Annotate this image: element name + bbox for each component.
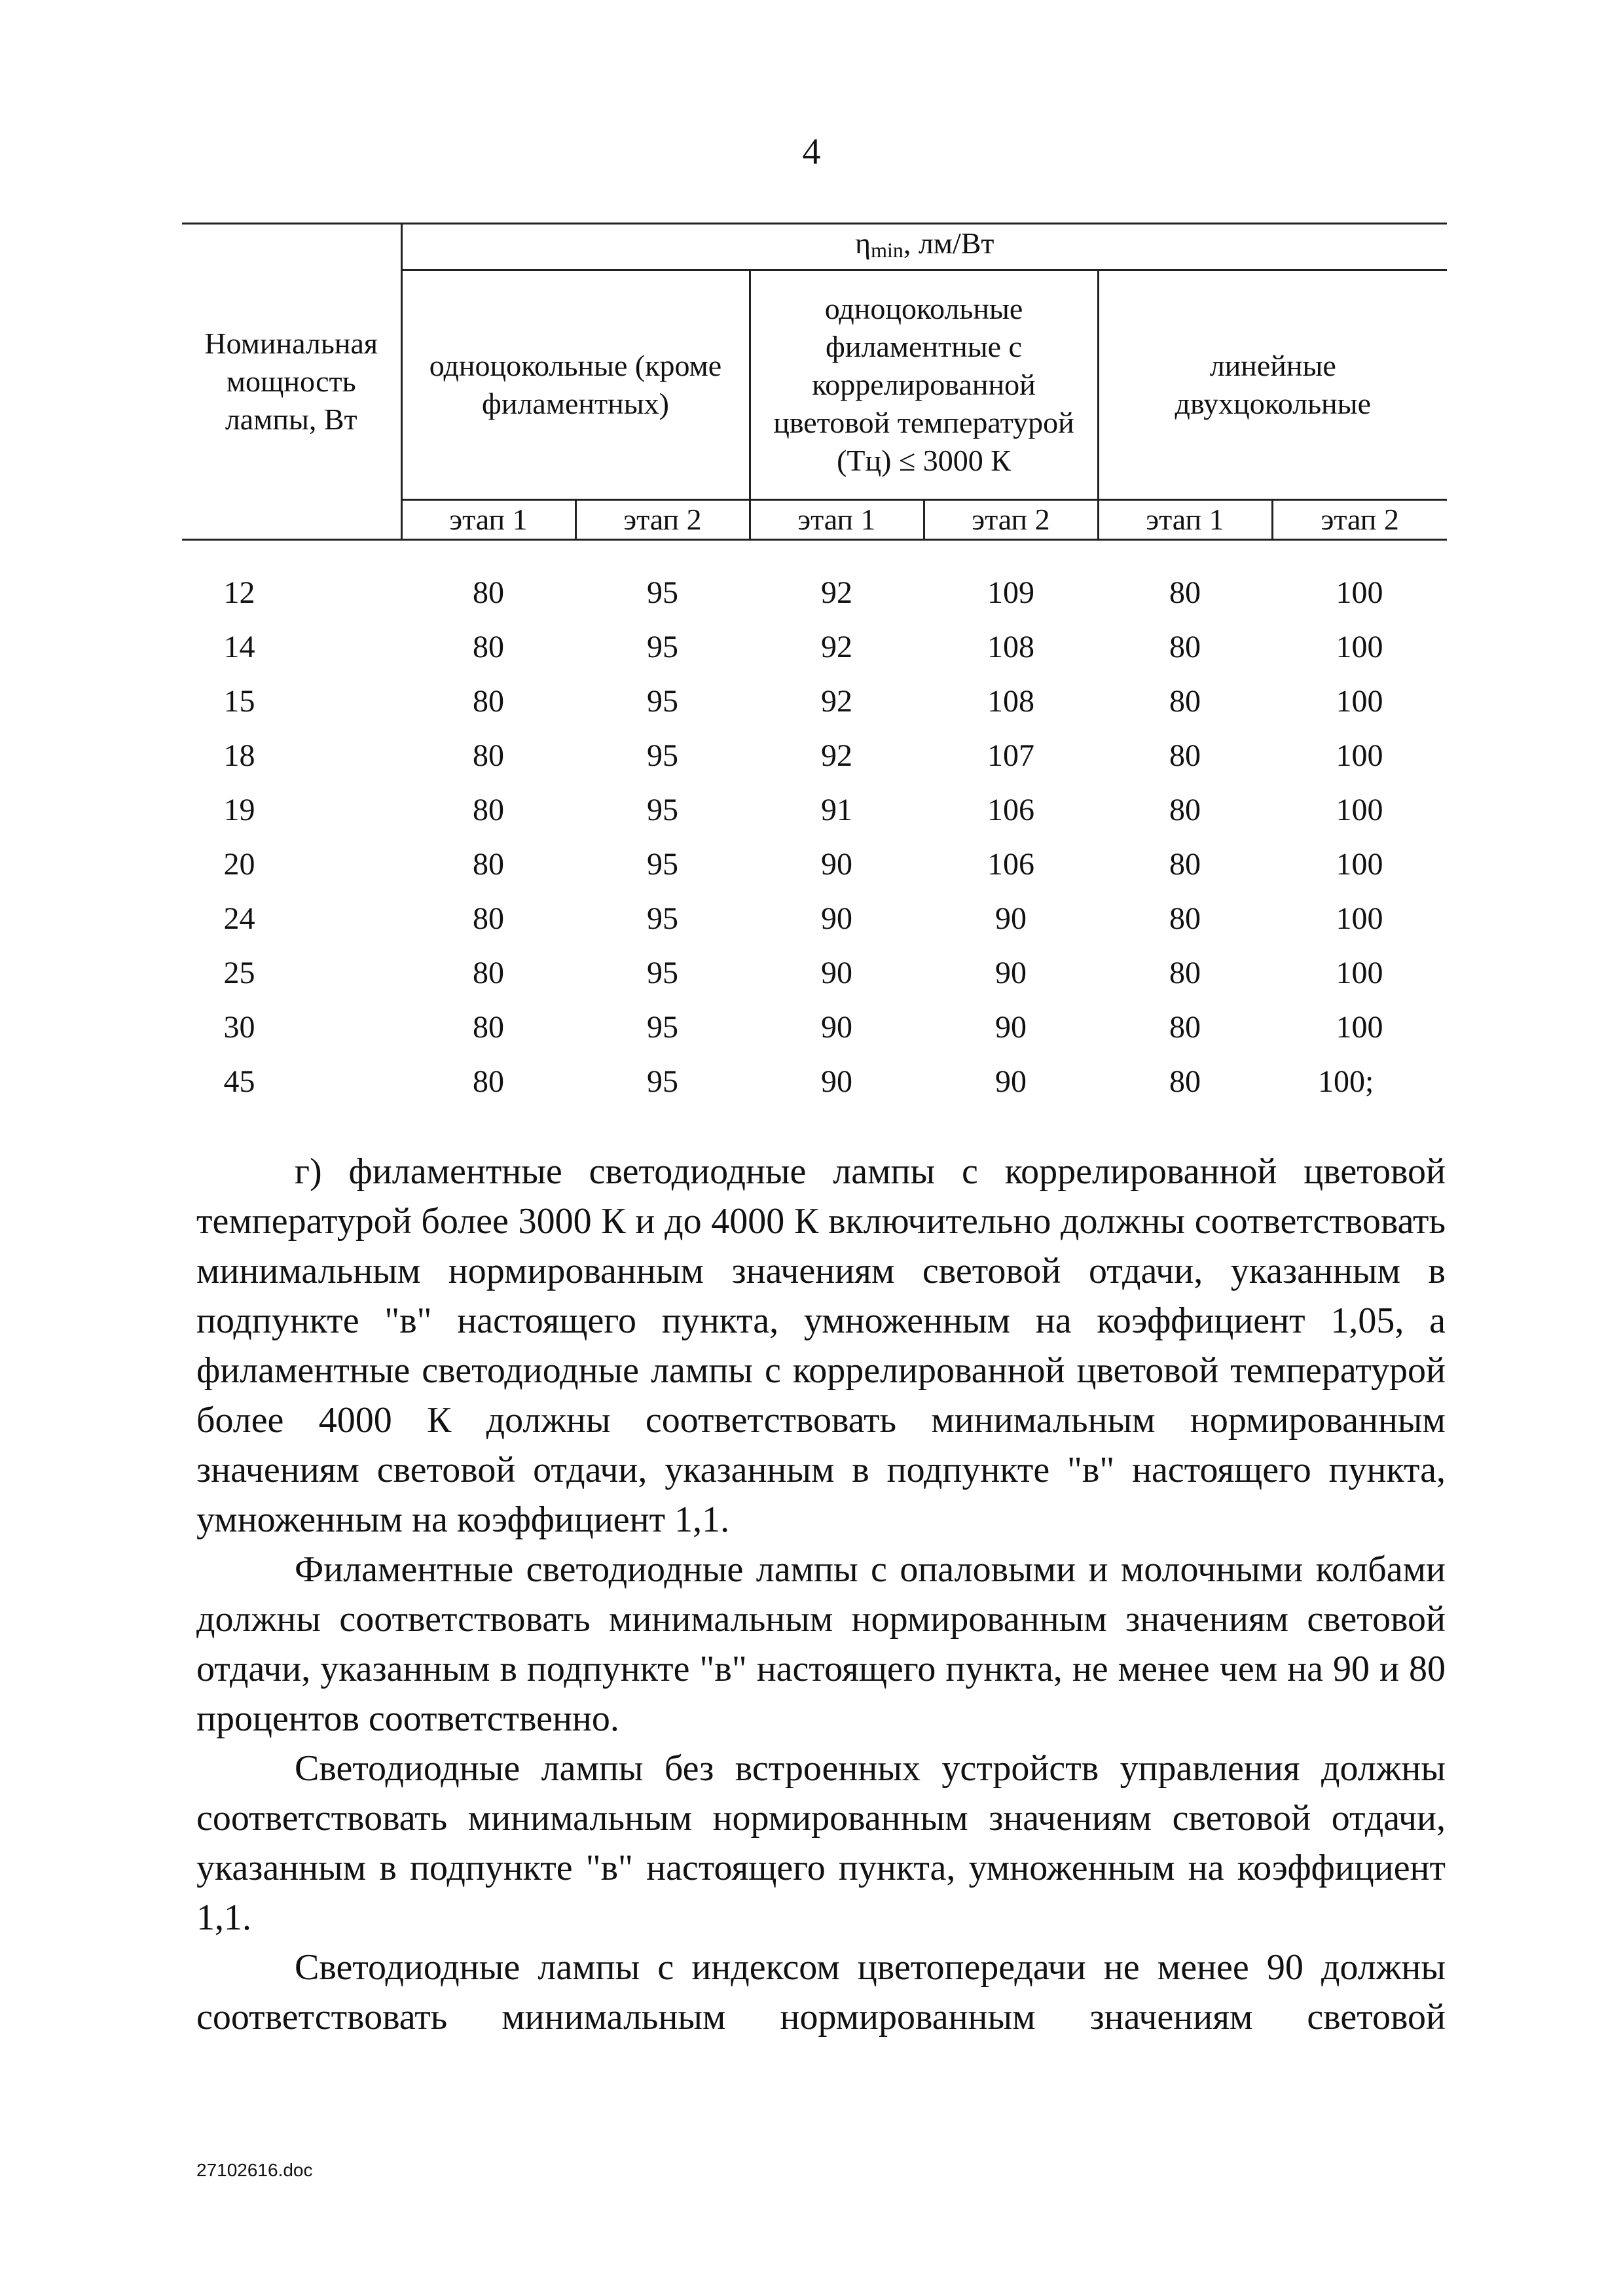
table-cell: 80: [1169, 901, 1201, 936]
table-row: [182, 1000, 1447, 1054]
table-cell: 95: [647, 901, 678, 936]
table-cell: 90: [821, 901, 852, 936]
body-text: [196, 1147, 1446, 2042]
table-cell: 100: [1336, 955, 1383, 990]
table-cell: 80: [473, 683, 504, 719]
table-cell: 92: [821, 575, 852, 610]
table-row: [182, 620, 1447, 674]
table-cell: 95: [647, 629, 678, 664]
table-cell: 80: [473, 738, 504, 773]
efficacy-table: [182, 223, 1447, 1109]
table-cell: 90: [995, 1009, 1027, 1045]
table-cell: 91: [821, 792, 852, 827]
table-cell: 90: [821, 1064, 852, 1099]
table-cell: 80: [473, 629, 504, 664]
cell-power: 12: [223, 575, 255, 610]
header-nominal-power: Номинальная мощность лампы, Вт: [182, 224, 401, 540]
table-cell: 80: [473, 846, 504, 882]
table-cell: 80: [1169, 738, 1201, 773]
page-number: 4: [802, 132, 821, 172]
table-cell: 90: [995, 955, 1027, 990]
header-stage: этап 2: [575, 500, 750, 540]
header-stage: этап 1: [401, 500, 575, 540]
cell-power: 24: [223, 901, 255, 936]
table-row: [182, 728, 1447, 783]
cell-power: 20: [223, 846, 255, 882]
header-linear-double-cap: линейные двухцокольные: [1098, 270, 1447, 500]
table-cell: 92: [821, 683, 852, 719]
table-cell: 90: [995, 901, 1027, 936]
table-cell: 92: [821, 629, 852, 664]
table-row: [182, 891, 1447, 946]
table-cell: 90: [821, 1009, 852, 1045]
cell-power: 14: [223, 629, 255, 664]
table-cell: 80: [473, 901, 504, 936]
table-row: [182, 674, 1447, 728]
header-single-cap-filament: одноцокольные филаментные с коррелированной цветовой температурой (Тц) ≤ 3000 К: [750, 270, 1098, 500]
table-cell: 92: [821, 738, 852, 773]
header-stage: этап 1: [750, 500, 924, 540]
table-row: [182, 783, 1447, 837]
footer-filename: 27102616.doc: [196, 2160, 313, 2180]
table-cell: 95: [647, 792, 678, 827]
table-cell: 100: [1336, 1009, 1383, 1045]
paragraph-cri: Светодиодные лампы с индексом цветопередачи не менее 90 должны соответствовать минимальным нормированным значениям световой: [196, 1947, 1446, 2037]
table-cell: 100: [1336, 629, 1383, 664]
table-cell: 90: [821, 955, 852, 990]
table-cell: 95: [647, 1064, 678, 1099]
table-cell: 80: [1169, 575, 1201, 610]
cell-power: 19: [223, 792, 255, 827]
table-row: [182, 565, 1447, 620]
table-cell: 100: [1336, 792, 1383, 827]
table-cell: 95: [647, 846, 678, 882]
table-cell: 80: [1169, 1064, 1201, 1099]
table-cell: 100: [1336, 901, 1383, 936]
table-cell: 108: [987, 683, 1034, 719]
table-cell: 80: [473, 1009, 504, 1045]
table-cell: 95: [647, 1009, 678, 1045]
table-cell: 80: [473, 575, 504, 610]
table-cell: 95: [647, 683, 678, 719]
table-cell: 90: [995, 1064, 1027, 1099]
table-cell: 109: [987, 575, 1034, 610]
header-stage: этап 1: [1098, 500, 1272, 540]
table-cell: 100: [1336, 575, 1383, 610]
header-single-cap-non-filament: одноцокольные (кроме филаментных): [401, 270, 750, 500]
table-cell: 80: [473, 1064, 504, 1099]
cell-power: 45: [223, 1064, 255, 1099]
table-cell: 95: [647, 955, 678, 990]
table-cell: 106: [987, 792, 1034, 827]
table-cell: 80: [1169, 792, 1201, 827]
table-cell: 95: [647, 738, 678, 773]
table-cell: 80: [1169, 683, 1201, 719]
table-cell: 107: [987, 738, 1034, 773]
table-cell: 100: [1336, 683, 1383, 719]
table-cell: 80: [1169, 629, 1201, 664]
paragraph-g: г) филаментные светодиодные лампы с коррелированной цветовой температурой более 3000 К и до 4000 К включительно должны соответствовать минимальным нормированным значениям световой отдачи, указанным в подпункте "в" настоящего пункта, умноженным на коэффициент 1,05, а филаментные светодиодные лампы с коррелированной цветовой температурой более 4000 К должны соответствовать минимальным нормированным значениям световой отдачи, указанным в подпункте "в" настоящего пункта, умноженным на коэффициент 1,1.: [196, 1151, 1446, 1540]
table-cell: 100: [1336, 738, 1383, 773]
cell-power: 30: [223, 1009, 255, 1045]
header-stage: этап 2: [1272, 500, 1447, 540]
table-cell: 80: [1169, 846, 1201, 882]
cell-power: 15: [223, 683, 255, 719]
table-cell: 100;: [1318, 1064, 1374, 1099]
table-cell: 80: [1169, 1009, 1201, 1045]
paragraph-no-control: Светодиодные лампы без встроенных устройств управления должны соответствовать минимальным нормированным значениям световой отдачи, указанным в подпункте "в" настоящего пункта, умноженным на коэффициент 1,1.: [196, 1748, 1446, 1938]
cell-power: 25: [223, 955, 255, 990]
table-cell: 90: [821, 846, 852, 882]
table-row: [182, 946, 1447, 1000]
table-cell: 80: [473, 955, 504, 990]
cell-power: 18: [223, 738, 255, 773]
header-efficacy-group: $\eta_{min}$, лм/Вт: [401, 224, 1447, 270]
table-cell: 80: [473, 792, 504, 827]
table-cell: 106: [987, 846, 1034, 882]
table-cell: 80: [1169, 955, 1201, 990]
table-row: [182, 837, 1447, 891]
header-stage: этап 2: [924, 500, 1098, 540]
table-cell: 108: [987, 629, 1034, 664]
table-cell: 95: [647, 575, 678, 610]
table-cell: 100: [1336, 846, 1383, 882]
paragraph-opal-bulbs: Филаментные светодиодные лампы с опаловыми и молочными колбами должны соответствовать минимальным нормированным значениям световой отдачи, указанным в подпункте "в" настоящего пункта, не менее чем на 90 и 80 процентов соответственно.: [196, 1549, 1446, 1739]
table-row: [182, 1054, 1447, 1109]
